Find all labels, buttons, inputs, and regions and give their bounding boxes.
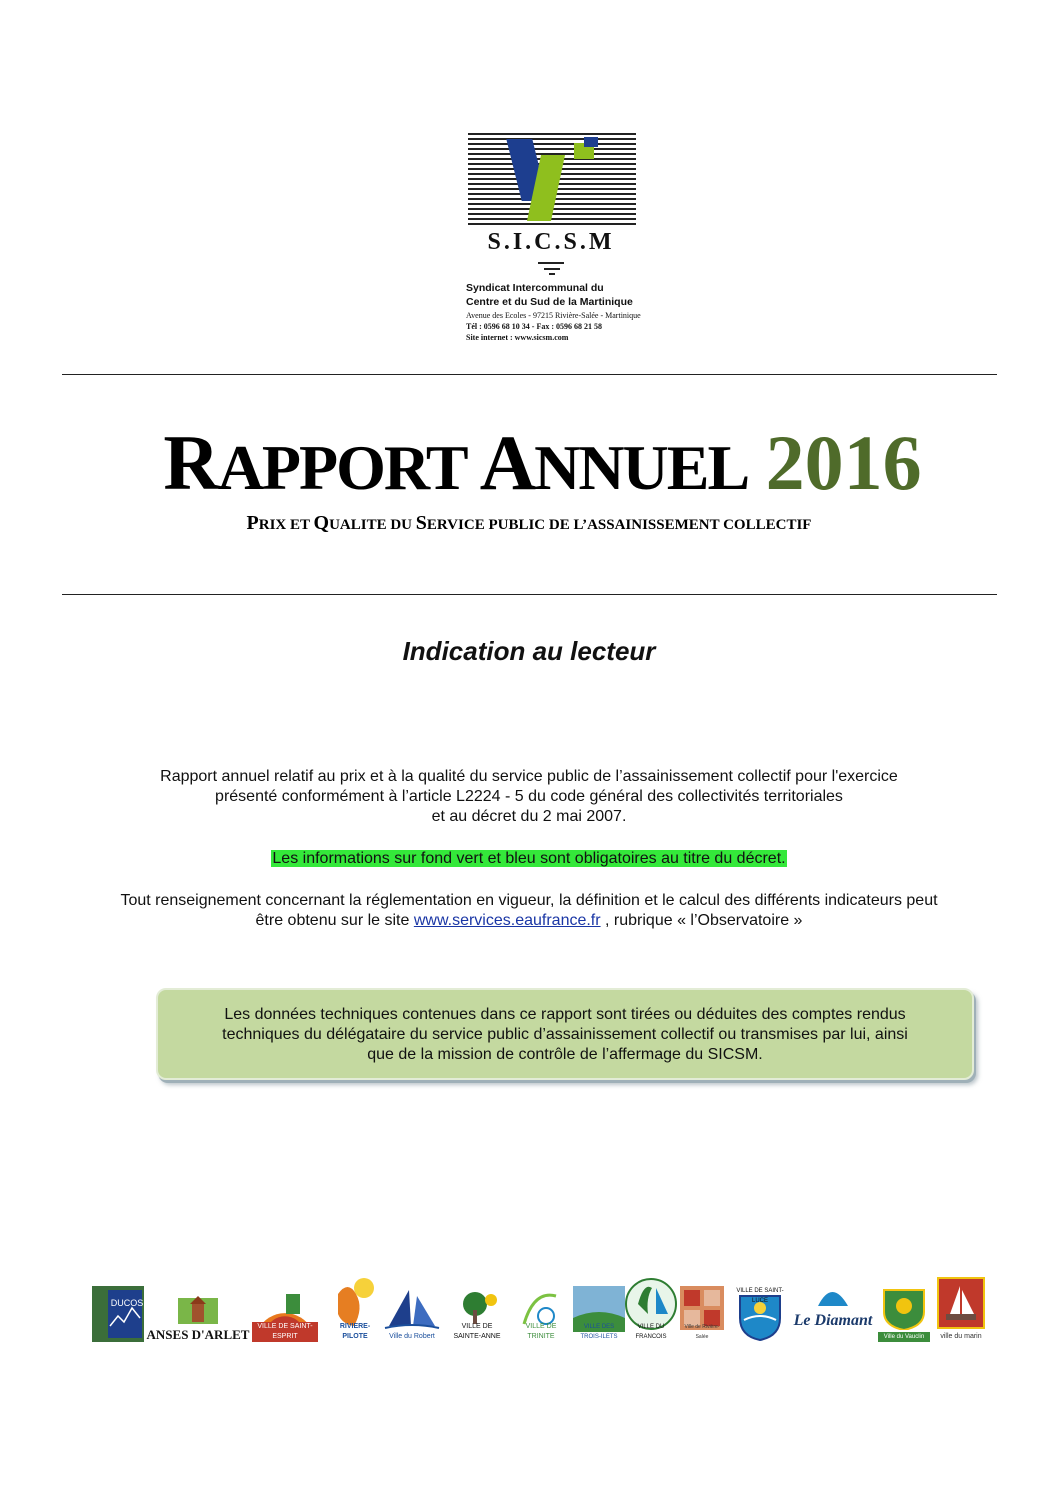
- notice-line1: Les données techniques contenues dans ce rapport sont tirées ou déduites des comptes rendus: [224, 1006, 906, 1023]
- notice-line2: techniques du délégataire du service public d’assainissement collectif ou transmises par lui, ainsi: [222, 1026, 908, 1043]
- section-heading: Indication au lecteur: [402, 636, 656, 666]
- logo-phone: Tél : 0596 68 10 34 - Fax : 0596 68 21 58: [466, 322, 602, 331]
- trinite-logo: [514, 1288, 568, 1342]
- highlight-paragraph: [60, 849, 998, 869]
- saint-esprit-label: VILLE DE SAINT-ESPRIT: [252, 1322, 318, 1342]
- riviere-pilote-logo: [330, 1274, 380, 1342]
- title-word1: APPORT: [217, 432, 467, 503]
- sainte-luce-label: VILLE DE SAINT-LUCE: [736, 1288, 784, 1304]
- diamant-rock-icon: [792, 1278, 874, 1308]
- logo-blue-block: [584, 137, 598, 147]
- anses-arlet-label: ANSES D'ARLET: [146, 1327, 250, 1342]
- regulation-text: , rubrique « l’Observatoire »: [600, 912, 803, 929]
- subtitle-part: RIX ET: [258, 517, 314, 533]
- subtitle-part: P: [246, 512, 259, 534]
- francois-label: VILLE DU FRANCOIS: [635, 1324, 667, 1340]
- marin-label: ville du marin: [940, 1333, 982, 1340]
- ducos-label: DUCOS: [110, 1298, 144, 1308]
- org-line2: Centre et du Sud de la Martinique: [466, 296, 633, 308]
- anses-arlet-church-icon: [146, 1296, 250, 1326]
- data-source-notice: [156, 988, 974, 1080]
- sainte-anne-tree-icon: [447, 1288, 507, 1326]
- regulation-paragraph: [60, 891, 998, 931]
- robert-label: Ville du Robert: [389, 1333, 435, 1340]
- regulation-line1: Tout renseignement concernant la réglementation en vigueur, la définition et le calcul des différents indicateurs peut: [120, 892, 938, 909]
- riviere-salee-logo: [680, 1286, 724, 1342]
- robert-logo: [383, 1286, 441, 1342]
- vauclin-label: Ville du Vauclin: [878, 1332, 930, 1342]
- vauclin-crest-icon: [878, 1286, 930, 1330]
- report-title: [0, 418, 1058, 513]
- riviere-pilote-label: RIVIERE-PILOTE: [339, 1323, 371, 1340]
- logo-website: Site internet : www.sicsm.com: [466, 333, 569, 342]
- diamant-label: Le Diamant: [793, 1312, 873, 1329]
- intro-paragraph: [60, 767, 998, 827]
- logo-underline: [538, 262, 564, 264]
- marin-ship-icon: [936, 1276, 986, 1330]
- riviere-salee-label: Ville de Rivière-Salée: [684, 1324, 720, 1340]
- middle-rule: [62, 594, 997, 595]
- ducos-logo: [92, 1286, 144, 1342]
- marin-logo: [936, 1276, 986, 1342]
- observatoire-link[interactable]: www.services.eaufrance.fr: [413, 912, 601, 929]
- org-line1: Syndicat Intercommunal du: [466, 282, 604, 294]
- sainte-anne-logo: [447, 1288, 507, 1342]
- logo-underline: [549, 273, 555, 275]
- logo-underline: [544, 268, 560, 270]
- ducos-emblem-icon: [92, 1286, 144, 1342]
- title-initial-2: A: [479, 419, 535, 506]
- regulation-line2: [60, 911, 998, 931]
- subtitle-part: UALITE DU: [329, 517, 416, 533]
- intro-line1: Rapport annuel relatif au prix et à la qualité du service public de l’assainissement collectif pour l'exercice: [160, 768, 898, 785]
- logo-address: Avenue des Ecoles - 97215 Rivière-Salée - Martinique: [466, 311, 641, 320]
- sicsm-logo: [462, 133, 640, 348]
- subtitle-part: ERVICE PUBLIC DE L’ASSAINISSEMENT COLLECTIF: [426, 517, 812, 533]
- trinite-label: VILLE DE TRINITE: [525, 1323, 557, 1340]
- notice-line3: que de la mission de contrôle de l’affermage du SICSM.: [367, 1046, 763, 1063]
- intro-line3: et au décret du 2 mai 2007.: [431, 808, 627, 825]
- saint-esprit-logo: [252, 1290, 318, 1342]
- logo-acronym: S.I.C.S.M: [487, 229, 615, 255]
- vauclin-logo: [878, 1286, 930, 1342]
- regulation-text: être obtenu sur le site: [255, 912, 414, 929]
- report-subtitle: [0, 511, 1058, 537]
- anses-arlet-logo: [146, 1296, 250, 1342]
- title-initial: R: [163, 419, 218, 506]
- sainte-anne-label: VILLE DE SAINTE-ANNE: [453, 1323, 501, 1340]
- logo-org-name: [466, 281, 642, 309]
- robert-sail-icon: [383, 1286, 441, 1330]
- title-word2: NNUEL: [534, 432, 749, 503]
- sainte-luce-logo: [732, 1286, 788, 1342]
- francois-logo: [624, 1274, 678, 1342]
- subtitle-part: Q: [313, 512, 330, 534]
- diamant-logo: [792, 1278, 874, 1342]
- title-year: 2016: [765, 419, 922, 506]
- intro-line2: présenté conformément à l’article L2224 - 5 du code général des collectivités territoriales: [215, 788, 843, 805]
- top-rule: [62, 374, 997, 375]
- highlighted-notice: Les informations sur fond vert et bleu sont obligatoires au titre du décret.: [272, 850, 786, 867]
- subtitle-part: S: [415, 512, 427, 534]
- trois-ilets-logo: [573, 1286, 625, 1342]
- trois-ilets-label: VILLE DES TROIS-ILETS: [580, 1324, 618, 1340]
